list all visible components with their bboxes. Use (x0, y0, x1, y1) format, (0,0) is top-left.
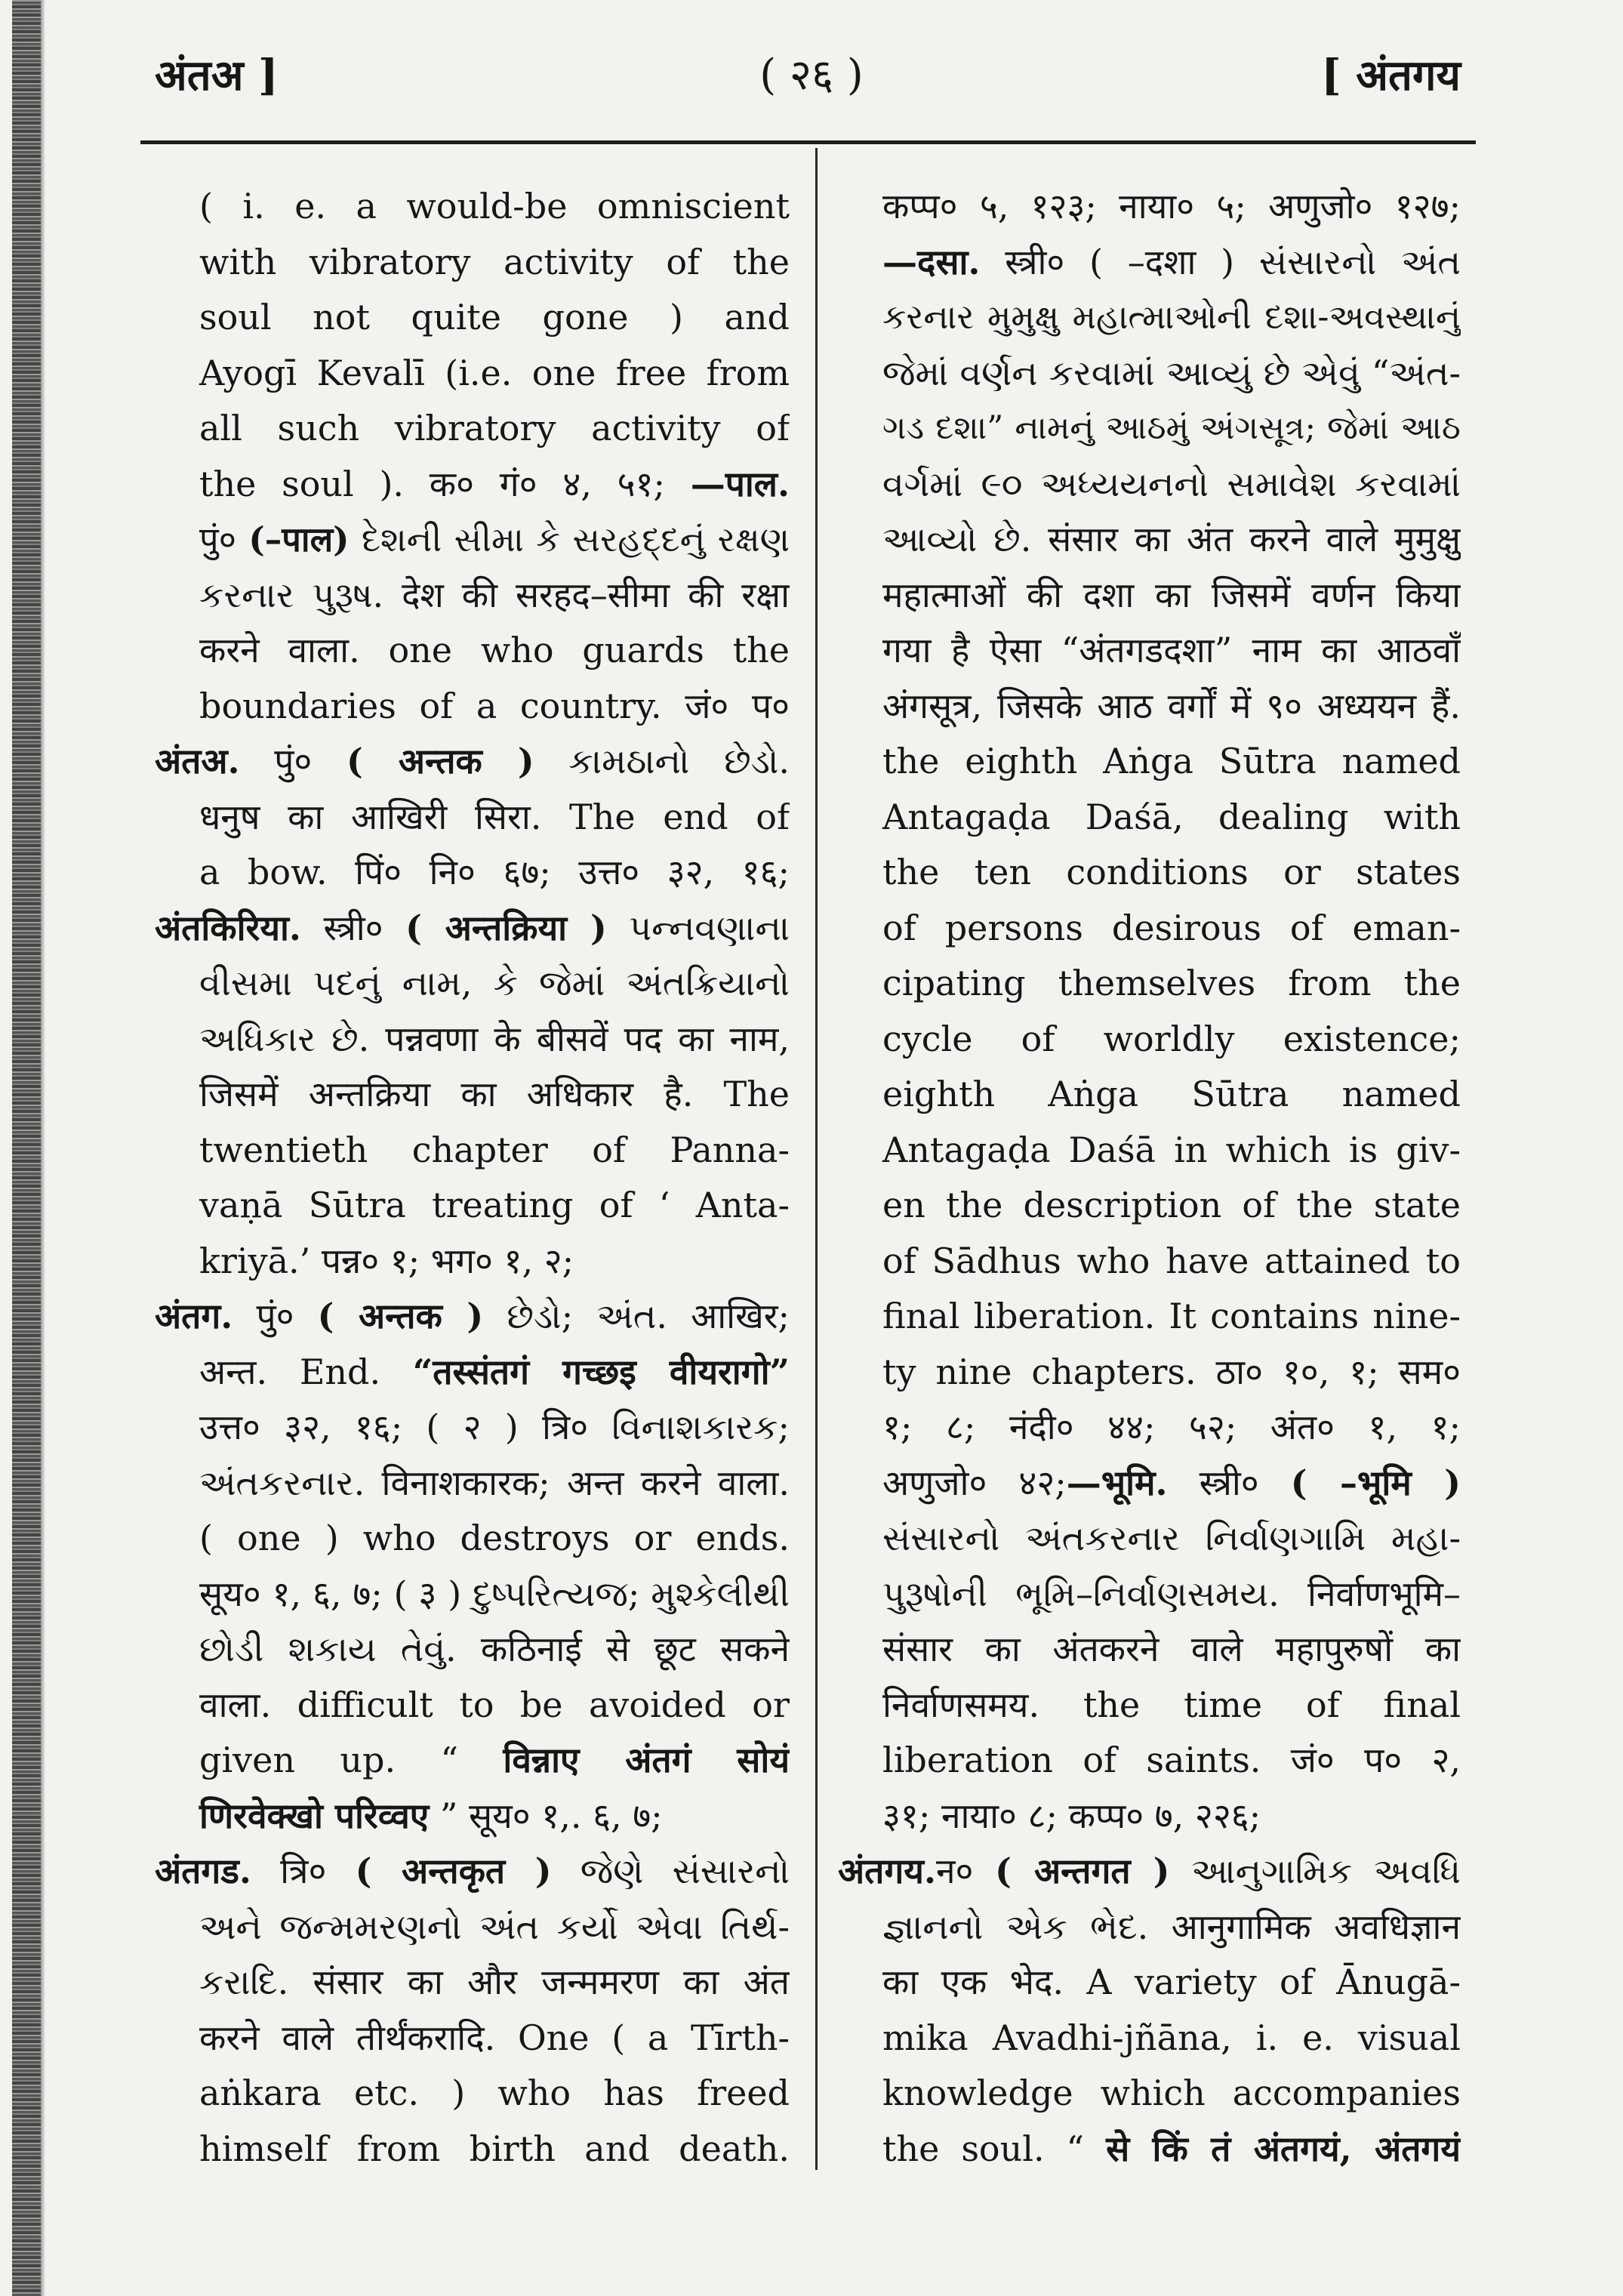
text-run: with vibratory activity of the (199, 241, 790, 282)
text-line (155, 1733, 790, 1789)
text-line (155, 1900, 790, 1955)
text-line (838, 1567, 1461, 1623)
text-line (838, 790, 1461, 846)
text-line (838, 623, 1461, 679)
text-run: knowledge which accompanies (882, 2073, 1461, 2113)
text-line (838, 401, 1461, 457)
text-run: eighth Aṅga Sūtra named (882, 1074, 1461, 1114)
text-run: १; ८; नंदी० ४४; ५२; अंत० १, १; (882, 1407, 1461, 1447)
text-run: Ayogī Kevalī (i.e. one free from (199, 352, 790, 393)
text-line (838, 235, 1461, 291)
text-run: ( i. e. a would-be omniscient (199, 186, 790, 227)
text-line (155, 1234, 790, 1290)
bold-term: ( अन्तक्रिया ) (405, 907, 607, 948)
text-run: પન્નવણાના (606, 907, 790, 948)
bold-term: ( अन्तकृत ) (355, 1851, 552, 1891)
text-run: ( one ) who destroys or ends. (199, 1518, 790, 1558)
text-run: ગડ દશા” નામનું આઠમું અંગસૂત્ર; જેમાં આઠ (882, 409, 1461, 447)
text-run: soul not quite gone ) and (199, 297, 790, 337)
page-number: ( २६ ) (759, 51, 864, 100)
text-run: करने वाले तीर्थंकरादि. One ( a Tīrth- (199, 2017, 790, 2058)
text-run: गया है ऐसा “अंतगडदशा” नाम का आठवाँ (882, 630, 1461, 670)
bold-term: ( –भूमि ) (1290, 1462, 1461, 1503)
text-line (838, 457, 1461, 513)
text-run: स्त्री० (300, 907, 406, 948)
text-run: महात्माओं की दशा का जिसमें वर्णन किया (882, 574, 1461, 615)
text-line (838, 956, 1461, 1012)
text-line (155, 457, 790, 513)
bold-term: ( अन्तगत ) (995, 1851, 1170, 1891)
text-run: all such vibratory activity of (199, 408, 790, 448)
bold-term: से किं तं अंतगयं, अंतगयं (1106, 2128, 1461, 2169)
text-run: ty nine chapters. ठा० १०, १; सम० (882, 1351, 1461, 1392)
text-run: ३१; नाया० ८; कप्प० ७, २२६; (882, 1795, 1261, 1836)
text-line (838, 1234, 1461, 1290)
text-run: पुं० (199, 519, 249, 559)
text-line (155, 623, 790, 679)
text-line (155, 1012, 790, 1068)
bold-term: विन्नाए अंतगं सोयं (503, 1740, 790, 1780)
entry-head-line (155, 734, 790, 790)
text-run: કરનાર મુમુક્ષુ મહાત્માઓની દશા-અવસ્થાનું (882, 298, 1461, 337)
text-run: संसार का अंतकरने वाले महापुरुषों का (882, 1629, 1461, 1669)
text-run: करने वाला. one who guards the (199, 630, 790, 670)
text-line (155, 235, 790, 291)
text-run: વીસમા પદનું નામ, કે જેમાં અંતક્રિયાનો (199, 963, 790, 1003)
text-run: पुं० (239, 741, 347, 781)
text-line (838, 512, 1461, 568)
text-run: કરાદિ. संसार का और जन्ममरण का अंत (199, 1962, 790, 2002)
text-run: Antagaḍa Daśā in which is giv- (882, 1129, 1461, 1170)
text-line (838, 1067, 1461, 1123)
text-run: का एक भेद. A variety of Ānugā- (882, 1962, 1461, 2002)
text-run: पुं० (233, 1296, 318, 1336)
text-run: છોડી શકાય તેવું. कठिनाई से छूट सकने (199, 1629, 790, 1669)
text-run: the soul. “ (882, 2128, 1107, 2169)
binding-shadow (41, 0, 45, 2296)
running-head-last-word: [ अंतगय (1321, 51, 1461, 100)
text-run: mika Avadhi-jñāna, i. e. visual (882, 2017, 1461, 2058)
text-line (155, 956, 790, 1012)
text-line (155, 2066, 790, 2122)
bold-term: अंतग. (155, 1296, 233, 1336)
bold-term: —पाल. (690, 463, 790, 504)
text-line (155, 2122, 790, 2177)
text-run: અધિકાર છે. पन्नवणा के बीसवें पद का नाम, (199, 1018, 790, 1059)
bold-term: ( अन्तक ) (346, 741, 534, 781)
text-line (838, 1289, 1461, 1345)
text-run: the soul ). क० गं० ४, ५१; (199, 463, 691, 504)
text-line (838, 1622, 1461, 1678)
bold-term: —दसा. (882, 241, 981, 282)
text-line (838, 2066, 1461, 2122)
text-run: Antagaḍa Daśā, dealing with (882, 796, 1461, 837)
entry-head-line (155, 1844, 790, 1900)
text-run: न० (935, 1851, 996, 1891)
text-run: આનુગામિક અવધિ (1169, 1851, 1461, 1891)
bold-term: ( अन्तक ) (317, 1296, 484, 1336)
text-line (155, 1178, 790, 1234)
text-run: liberation of saints. जं० प० २, (882, 1740, 1461, 1780)
text-run: final liberation. It contains nine- (882, 1296, 1461, 1336)
text-line (155, 1955, 790, 2011)
text-run: अंगसूत्र, जिसके आठ वर्गों में ९० अध्ययन हैं. (882, 685, 1461, 726)
text-line (838, 1345, 1461, 1401)
text-line (155, 1678, 790, 1734)
entry-head-line (155, 1289, 790, 1345)
text-line (155, 1511, 790, 1567)
text-run: निर्वाणसमय. the time of final (882, 1684, 1461, 1725)
text-line (838, 179, 1461, 235)
text-line (155, 1067, 790, 1123)
text-run: twentieth chapter of Panna- (199, 1129, 790, 1170)
text-run: धनुष का आखिरी सिरा. The end of (199, 796, 790, 837)
text-run: वाला. difficult to be avoided or (199, 1684, 790, 1725)
text-line (838, 1789, 1461, 1845)
text-line (155, 1622, 790, 1678)
text-run: सूय० १, ६, ७; ( ३ ) દુષ્પરિત્યજ; મુશ્કેલીથી (199, 1573, 790, 1614)
bold-term: “तस्संतगं गच्छइ वीयरागो” (412, 1351, 790, 1392)
text-line (838, 568, 1461, 624)
text-run: જ્ઞાનનો એક ભેદ. आनुगामिक अवधिज्ञान (882, 1906, 1461, 1947)
text-line (155, 679, 790, 735)
header-rule (140, 140, 1476, 144)
text-run: aṅkara etc. ) who has freed (199, 2073, 790, 2113)
text-run: जिसमें अन्तक्रिया का अधिकार है. The (199, 1074, 790, 1114)
text-run: himself from birth and death. (199, 2128, 790, 2169)
text-line (155, 2011, 790, 2066)
text-line (838, 1400, 1461, 1456)
text-run: vaṇā Sūtra treating of ‘ Anta- (199, 1185, 790, 1225)
text-line (155, 512, 790, 568)
text-run: given up. “ (199, 1740, 504, 1780)
text-line (838, 2011, 1461, 2066)
text-run: स्त्री० ( –दशा ) સંસારનો અંત (980, 241, 1461, 282)
text-run: cipating themselves from the (882, 963, 1461, 1003)
right-column (838, 179, 1461, 2217)
text-run: કરનાર પુરૂષ. देश की सरहद–सीमा की रक्षा (199, 574, 790, 615)
text-line (155, 179, 790, 235)
bold-term: अंतगड. (155, 1851, 251, 1891)
text-line (838, 679, 1461, 735)
text-line (155, 346, 790, 402)
text-line (838, 1900, 1461, 1955)
text-run: દેશની સીમા કે સરહદ્દનું રક્ષણ (349, 519, 790, 559)
text-line (838, 290, 1461, 346)
entry-head-line (838, 1844, 1461, 1900)
text-line (838, 901, 1461, 957)
text-line (155, 1567, 790, 1623)
text-line (838, 1678, 1461, 1734)
text-run: of Sādhus who have attained to (882, 1240, 1461, 1281)
text-run: અંતકરનાર. विनाशकारक; अन्त करने वाला. (199, 1462, 790, 1503)
running-head-first-word: अंतअ ] (155, 51, 279, 100)
text-run: कप्प० ५, १२३; नाया० ५; अणुजो० १२७; (882, 186, 1461, 227)
text-line (838, 2122, 1461, 2177)
text-run: अणुजो० ४२; (882, 1462, 1067, 1503)
bold-term: अंतगय. (838, 1851, 936, 1891)
text-run: વર્ગમાં ૯૦ અધ્યયનનો સમાવેશ કરવામાં (882, 463, 1461, 504)
text-run: પુરૂષોની ભૂમિ–નિર્વાણસમય. निर्वाणभूमि– (882, 1573, 1461, 1614)
text-line (838, 1178, 1461, 1234)
text-line (155, 401, 790, 457)
text-run: છેડો; અંત. आखिर; (483, 1296, 790, 1336)
text-line (155, 568, 790, 624)
text-run: en the description of the state (882, 1185, 1461, 1225)
text-run: કામઠાનો છેડો. (534, 741, 790, 781)
text-line (155, 790, 790, 846)
text-line (838, 845, 1461, 901)
text-run: अन्त. End. (199, 1351, 413, 1392)
text-line (155, 290, 790, 346)
column-divider (815, 148, 818, 2170)
text-run: त्रि० (251, 1851, 356, 1891)
text-run: જેણે સંસારનો (551, 1851, 790, 1891)
entry-head-line (155, 901, 790, 957)
text-line (838, 1012, 1461, 1068)
text-run: kriyā.’ पन्न० १; भग० १, २; (199, 1240, 574, 1281)
text-run: स्त्री० (1167, 1462, 1291, 1503)
text-line (838, 1123, 1461, 1179)
bold-term: —भूमि. (1066, 1462, 1168, 1503)
bold-term: अंतअ. (155, 741, 240, 781)
text-run: ” सूय० १,. ६, ७; (429, 1795, 663, 1836)
text-line (155, 845, 790, 901)
text-run: boundaries of a country. जं० प० (199, 685, 790, 726)
text-run: the eighth Aṅga Sūtra named (882, 741, 1461, 781)
text-line (155, 1123, 790, 1179)
text-run: उत्त० ३२, १६; ( २ ) त्रि० વિનાશકારક; (199, 1407, 790, 1447)
text-line (155, 1456, 790, 1512)
text-line (838, 1511, 1461, 1567)
text-run: આવ્યો છે. संसार का अंत करने वाले मुमुक्षु (882, 519, 1461, 559)
text-run: of persons desirous of eman- (882, 907, 1461, 948)
text-run: જેમાં વર્ણન કરવામાં આવ્યું છે એવું “અંત- (882, 352, 1461, 393)
bold-term: णिरवेक्खो परिव्वए (199, 1795, 430, 1836)
text-run: a bow. पिं० नि० ६७; उत्त० ३२, १६; (199, 852, 790, 892)
text-line (155, 1400, 790, 1456)
text-line (838, 1955, 1461, 2011)
text-line (838, 734, 1461, 790)
text-run: અને જન્મમરણનો અંત કર્યો એવા તિર્થ- (199, 1906, 790, 1947)
bold-term: अंतकिरिया. (155, 907, 301, 948)
text-run: સંસારનો અંતકરનાર નિર્વાણગામિ મહા- (882, 1518, 1461, 1558)
text-line (838, 1733, 1461, 1789)
text-line (155, 1345, 790, 1401)
text-line (838, 346, 1461, 402)
book-binding-edge (12, 0, 41, 2296)
bold-term: (–पाल) (248, 519, 350, 559)
text-run: cycle of worldly existence; (882, 1018, 1461, 1059)
text-run: the ten conditions or states (882, 852, 1461, 892)
text-line (155, 1789, 790, 1845)
left-column (155, 179, 790, 2217)
text-line (838, 1456, 1461, 1512)
